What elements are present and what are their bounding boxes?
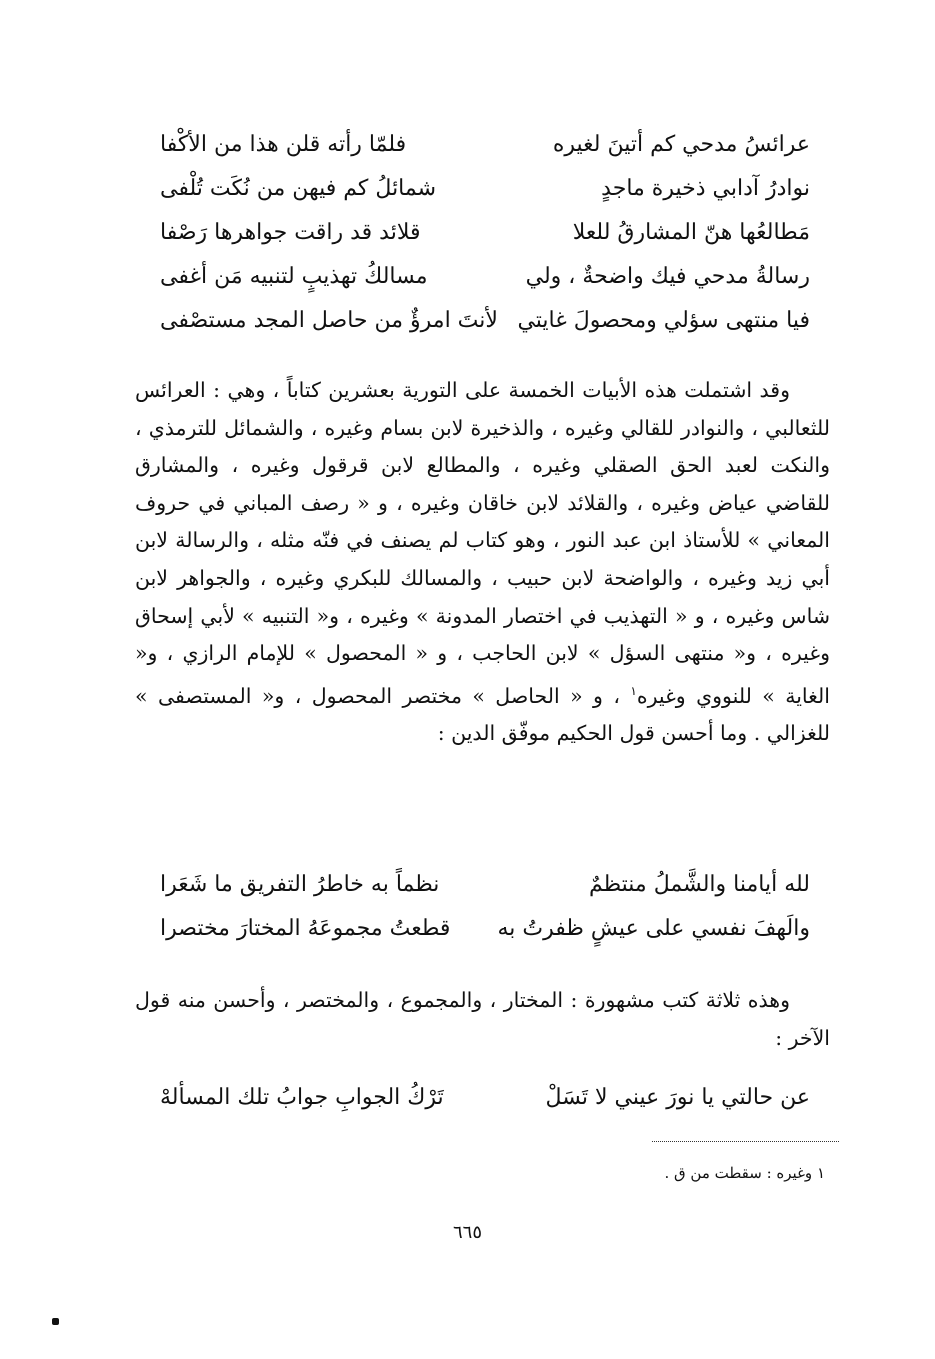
- verse-line: [160, 176, 810, 220]
- verse-first-hemistich: فيا منتهى سؤلي ومحصولَ غايتي: [517, 308, 810, 333]
- verse-line: [160, 308, 810, 352]
- footnote-reference[interactable]: ١: [630, 683, 637, 698]
- page-number: ٦٦٥: [452, 1222, 482, 1243]
- verse-second-hemistich: فلمّا رأته قلن هذا من الأكْفا: [160, 132, 407, 157]
- verse-line: [160, 220, 810, 264]
- verse-second-hemistich: تَرْكُ الجوابِ جوابُ تلك المسألهْ: [160, 1085, 444, 1110]
- verse-second-hemistich: مسالكُ تهذيبٍ لتنبيه مَن أغفى: [160, 264, 428, 289]
- verse-line: [160, 872, 810, 916]
- verse-first-hemistich: والَهفَ نفسي على عيشٍ ظفرتُ به: [497, 916, 810, 941]
- second-paragraph: [135, 982, 830, 1057]
- paragraph-text-end: ، و « الحاصل » مختصر المحصول ، و« المستصفى » للغزالي . وما أحسن قول الحكيم موفّق الدين :: [135, 683, 830, 746]
- verse-second-hemistich: نظماً به خاطرُ التفريق ما شَعَرا: [160, 872, 440, 897]
- verse-line: [160, 132, 810, 176]
- paragraph-text: وهذه ثلاثة كتب مشهورة : المختار ، والمجموع ، والمختصر ، وأحسن منه قول الآخر :: [135, 988, 830, 1050]
- poem-block-3: [160, 1085, 810, 1129]
- verse-line: [160, 264, 810, 308]
- verse-second-hemistich: قلائد قد راقت جواهرها رَصْفا: [160, 220, 421, 245]
- verse-line: [160, 1085, 810, 1129]
- verse-first-hemistich: رسالةُ مدحي فيك واضحةٌ ، ولي: [525, 264, 810, 289]
- footnote: ١ وغيره : سقطت من ق .: [664, 1164, 825, 1182]
- verse-second-hemistich: شمائلُ كم فيهن من نُكَت تُلْفى: [160, 176, 437, 201]
- poem-block-1: [160, 132, 810, 352]
- main-paragraph: [135, 372, 830, 753]
- verse-first-hemistich: لله أيامنا والشَّملُ منتظمٌ: [588, 872, 810, 897]
- verse-first-hemistich: عرائسُ مدحي كم أتينَ لغيره: [552, 132, 810, 157]
- scan-mark: [52, 1318, 59, 1325]
- verse-first-hemistich: نوادرُ آدابي ذخيرة ماجدٍ: [601, 176, 810, 201]
- footnote-divider: [652, 1141, 839, 1142]
- paragraph-text: وقد اشتملت هذه الأبيات الخمسة على التورية بعشرين كتاباً ، وهي : العرائس للثعالبي ، والنوادر للقالي وغيره ، والذخيرة لابن بسام وغيره ، والشمائل للترمذي ، والنكت لعبد الحق الصقلي وغيره ، والمطالع لابن قرقول وغيره ، والمشارق للقاضي عياض وغيره ، والقلائد لابن خاقان وغيره ، و « رصف المباني في حروف المعاني » للأستاذ ابن عبد النور ، وهو كتاب لم يصنف في فنّه مثله ، والرسالة لابن أبي زيد وغيره ، والواضحة لابن حبيب ، والمسالك للبكري وغيره ، والجواهر لابن شاس وغيره ، و « التهذيب في اختصار المدونة » وغيره ، و« التنبيه » لأبي إسحاق وغيره ، و« منتهى السؤل » لابن الحاجب ، و « المحصول » للإمام الرازي ، و« الغاية » للنووي وغيره: [135, 378, 830, 708]
- verse-second-hemistich: لأنتَ امرؤٌ من حاصل المجد مستصْفى: [160, 308, 498, 333]
- verse-first-hemistich: مَطالعُها هنّ المشارقُ للعلا: [572, 220, 810, 245]
- verse-line: [160, 916, 810, 960]
- verse-first-hemistich: عن حالتي يا نورَ عيني لا تَسَلْ: [545, 1085, 810, 1110]
- verse-second-hemistich: قطعتُ مجموعَهُ المختارَ مختصرا: [160, 916, 451, 941]
- poem-block-2: [160, 872, 810, 960]
